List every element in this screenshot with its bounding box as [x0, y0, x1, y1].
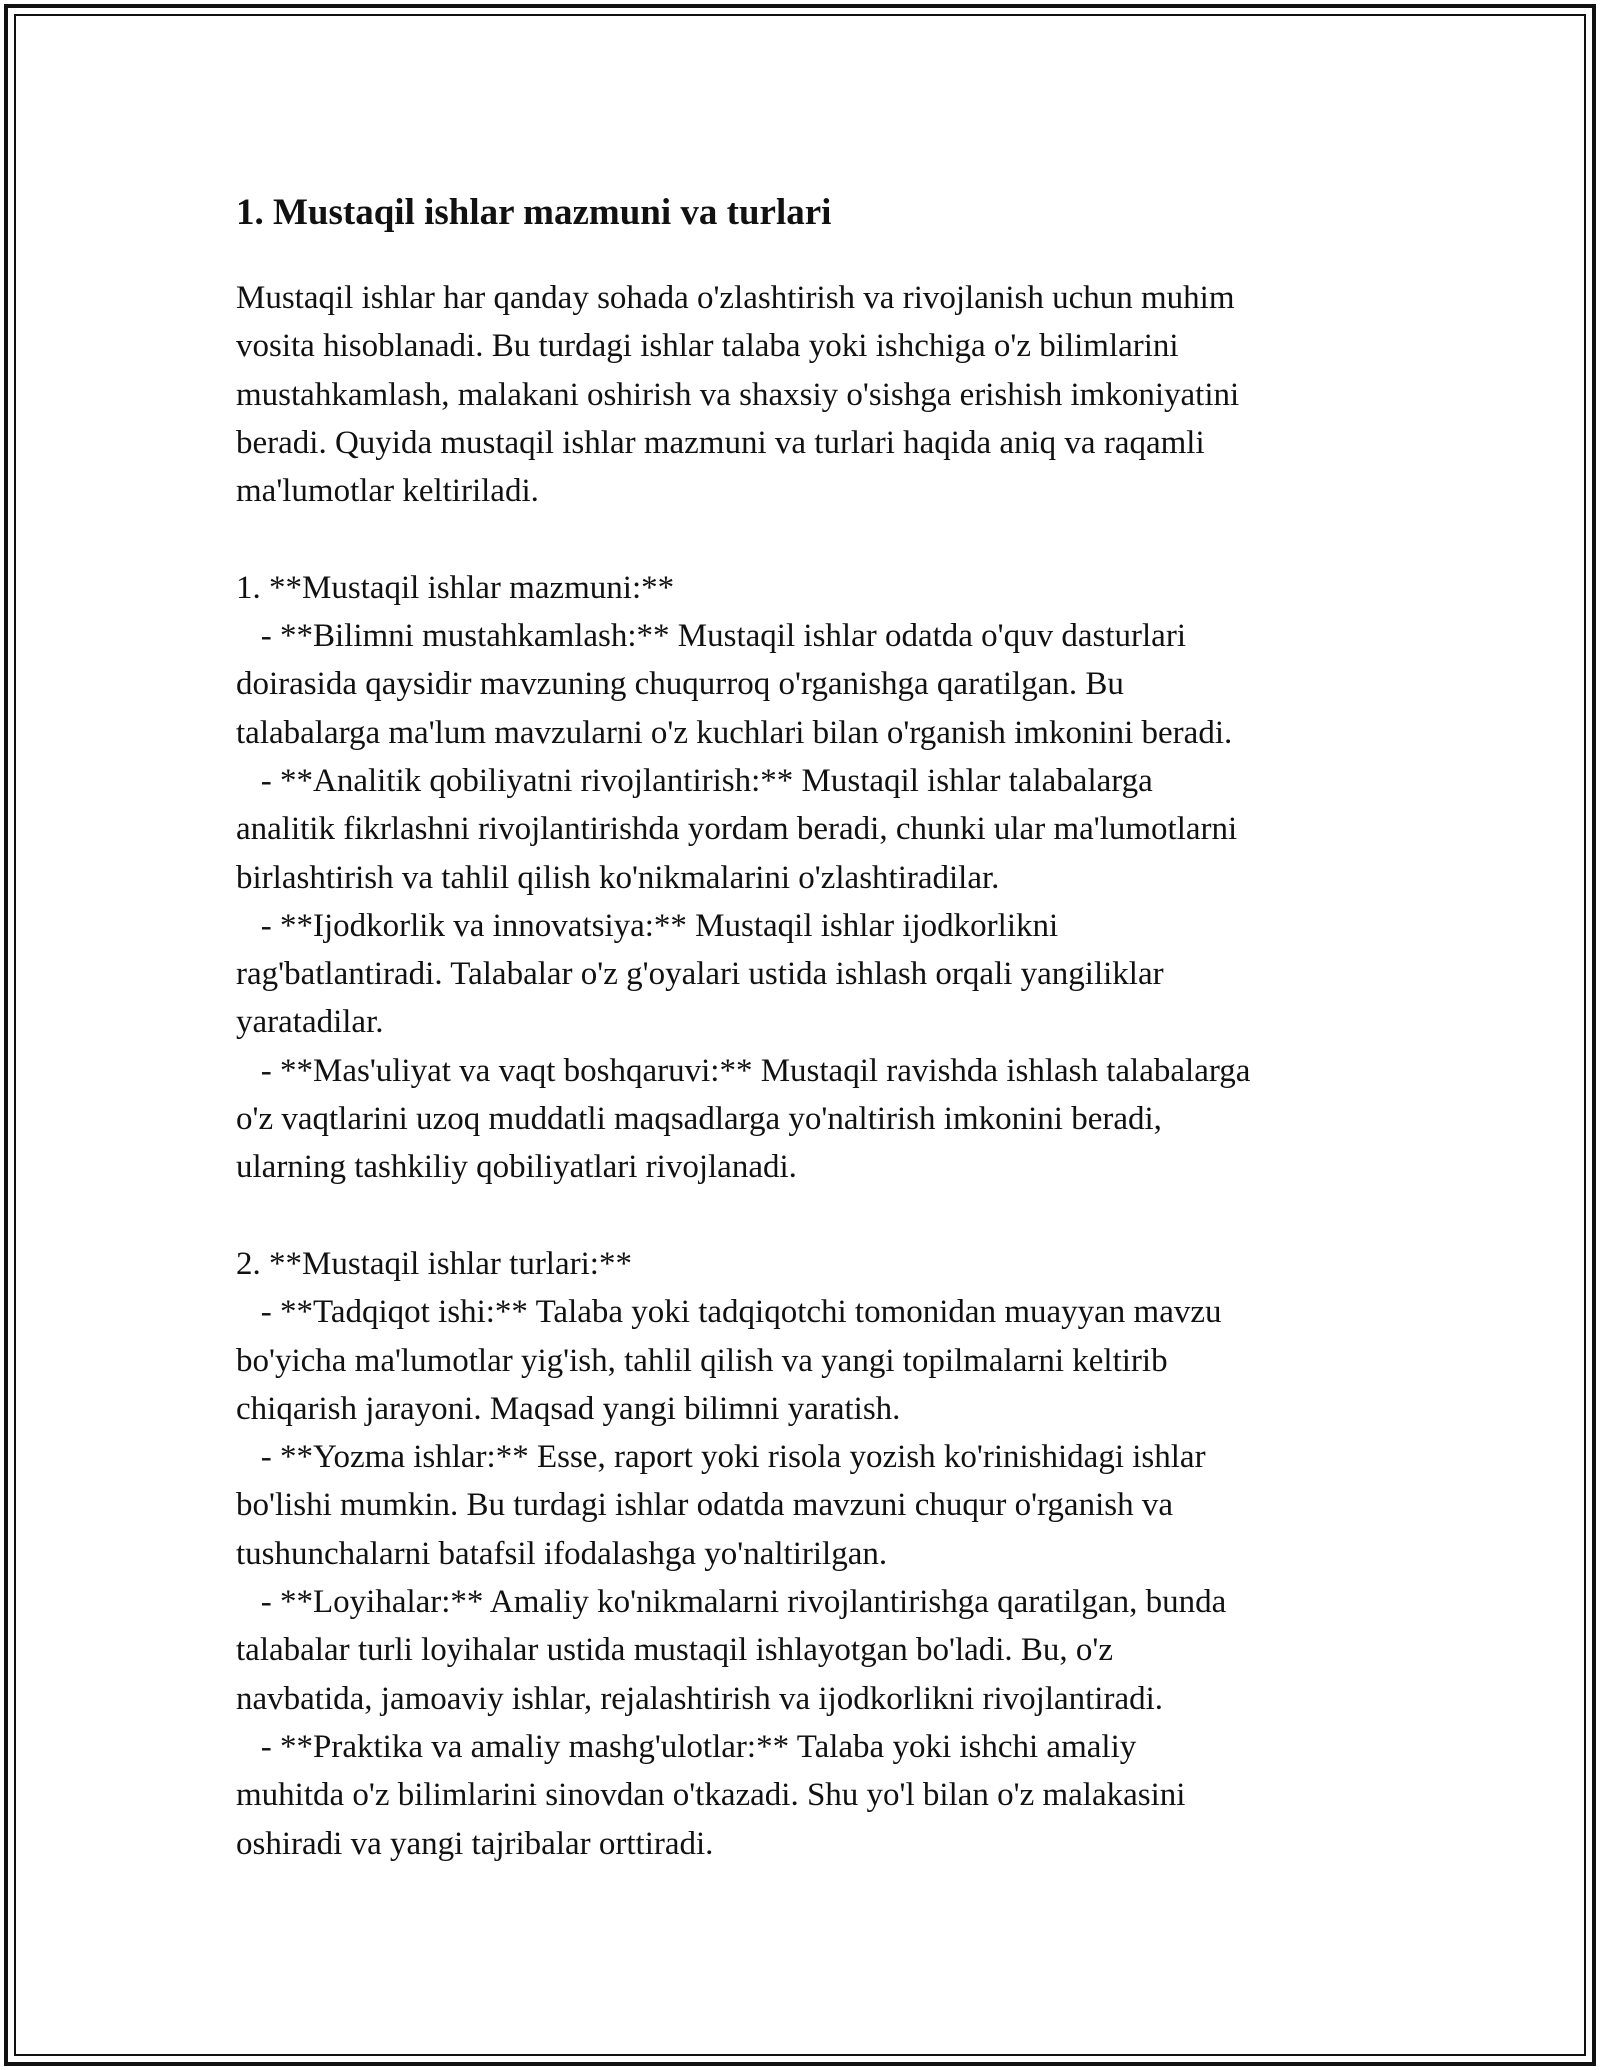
text-line: chiqarish jarayoni. Maqsad yangi bilimni yaratish. [236, 1390, 901, 1427]
paragraph-gap [236, 515, 1376, 563]
list-item: - **Praktika va amaliy mashg'ulotlar:** Talaba yoki ishchi amaliy [236, 1728, 1137, 1765]
text-line: muhitda o'z bilimlarini sinovdan o'tkazadi. Shu yo'l bilan o'z malakasini [236, 1777, 1186, 1814]
text-line: talabalar turli loyihalar ustida mustaqil ishlayotgan bo'ladi. Bu, o'z [236, 1632, 1114, 1669]
paragraph-gap [236, 1192, 1376, 1240]
text-line: Mustaqil ishlar har qanday sohada o'zlashtirish va rivojlanish uchun muhim [236, 280, 1235, 316]
document-page [236, 186, 1376, 1868]
text-line: vosita hisoblanadi. Bu turdagi ishlar talaba yoki ishchiga o'z bilimlarini [236, 328, 1179, 365]
text-line: oshiradi va yangi tajribalar orttiradi. [236, 1825, 714, 1862]
text-line: talabalarga ma'lum mavzularni o'z kuchlari bilan o'rganish imkonini beradi. [236, 714, 1233, 751]
list-item: - **Mas'uliyat va vaqt boshqaruvi:** Mustaqil ravishda ishlash talabalarga [236, 1052, 1251, 1089]
text-line: ularning tashkiliy qobiliyatlari rivojlanadi. [236, 1149, 797, 1186]
text-line: navbatida, jamoaviy ishlar, rejalashtirish va ijodkorlikni rivojlantiradi. [236, 1680, 1164, 1717]
list-item: - **Ijodkorlik va innovatsiya:** Mustaqil ishlar ijodkorlikni [236, 907, 1059, 944]
section-heading: 2. **Mustaqil ishlar turlari:** [236, 1245, 632, 1282]
text-line: bo'yicha ma'lumotlar yig'ish, tahlil qilish va yangi topilmalarni keltirib [236, 1342, 1168, 1379]
list-item: - **Yozma ishlar:** Esse, raport yoki risola yozish ko'rinishidagi ishlar [236, 1439, 1206, 1476]
document-title: 1. Mustaqil ishlar mazmuni va turlari [236, 192, 832, 233]
section-types [236, 1240, 1376, 1868]
text-line: analitik fikrlashni rivojlantirishda yordam beradi, chunki ular ma'lumotlarni [236, 811, 1238, 848]
text-line: beradi. Quyida mustaqil ishlar mazmuni va turlari haqida aniq va raqamli [236, 424, 1205, 461]
text-line: yaratadilar. [236, 1004, 384, 1041]
section-heading: 1. **Mustaqil ishlar mazmuni:** [236, 569, 675, 606]
text-line: mustahkamlash, malakani oshirish va shaxsiy o'sishga erishish imkoniyatini [236, 376, 1240, 413]
intro-paragraph [236, 274, 1376, 515]
text-line: doirasida qaysidir mavzuning chuqurroq o'rganishga qaratilgan. Bu [236, 666, 1124, 703]
section-content [236, 564, 1376, 1192]
list-item: - **Bilimni mustahkamlash:** Mustaqil ishlar odatda o'quv dasturlari [236, 618, 1186, 655]
text-line: ma'lumotlar keltiriladi. [236, 473, 539, 510]
text-line: rag'batlantiradi. Talabalar o'z g'oyalari ustida ishlash orqali yangiliklar [236, 956, 1164, 993]
list-item: - **Tadqiqot ishi:** Talaba yoki tadqiqotchi tomonidan muayyan mavzu [236, 1294, 1222, 1331]
text-line: tushunchalarni batafsil ifodalashga yo'naltirilgan. [236, 1535, 888, 1572]
list-item: - **Loyihalar:** Amaliy ko'nikmalarni rivojlantirishga qaratilgan, bunda [236, 1584, 1227, 1621]
text-line: birlashtirish va tahlil qilish ko'nikmalarini o'zlashtiradilar. [236, 859, 1000, 896]
text-line: o'z vaqtlarini uzoq muddatli maqsadlarga yo'naltirish imkonini beradi, [236, 1101, 1162, 1138]
text-line: bo'lishi mumkin. Bu turdagi ishlar odatda mavzuni chuqur o'rganish va [236, 1487, 1173, 1524]
list-item: - **Analitik qobiliyatni rivojlantirish:** Mustaqil ishlar talabalarga [236, 762, 1153, 799]
